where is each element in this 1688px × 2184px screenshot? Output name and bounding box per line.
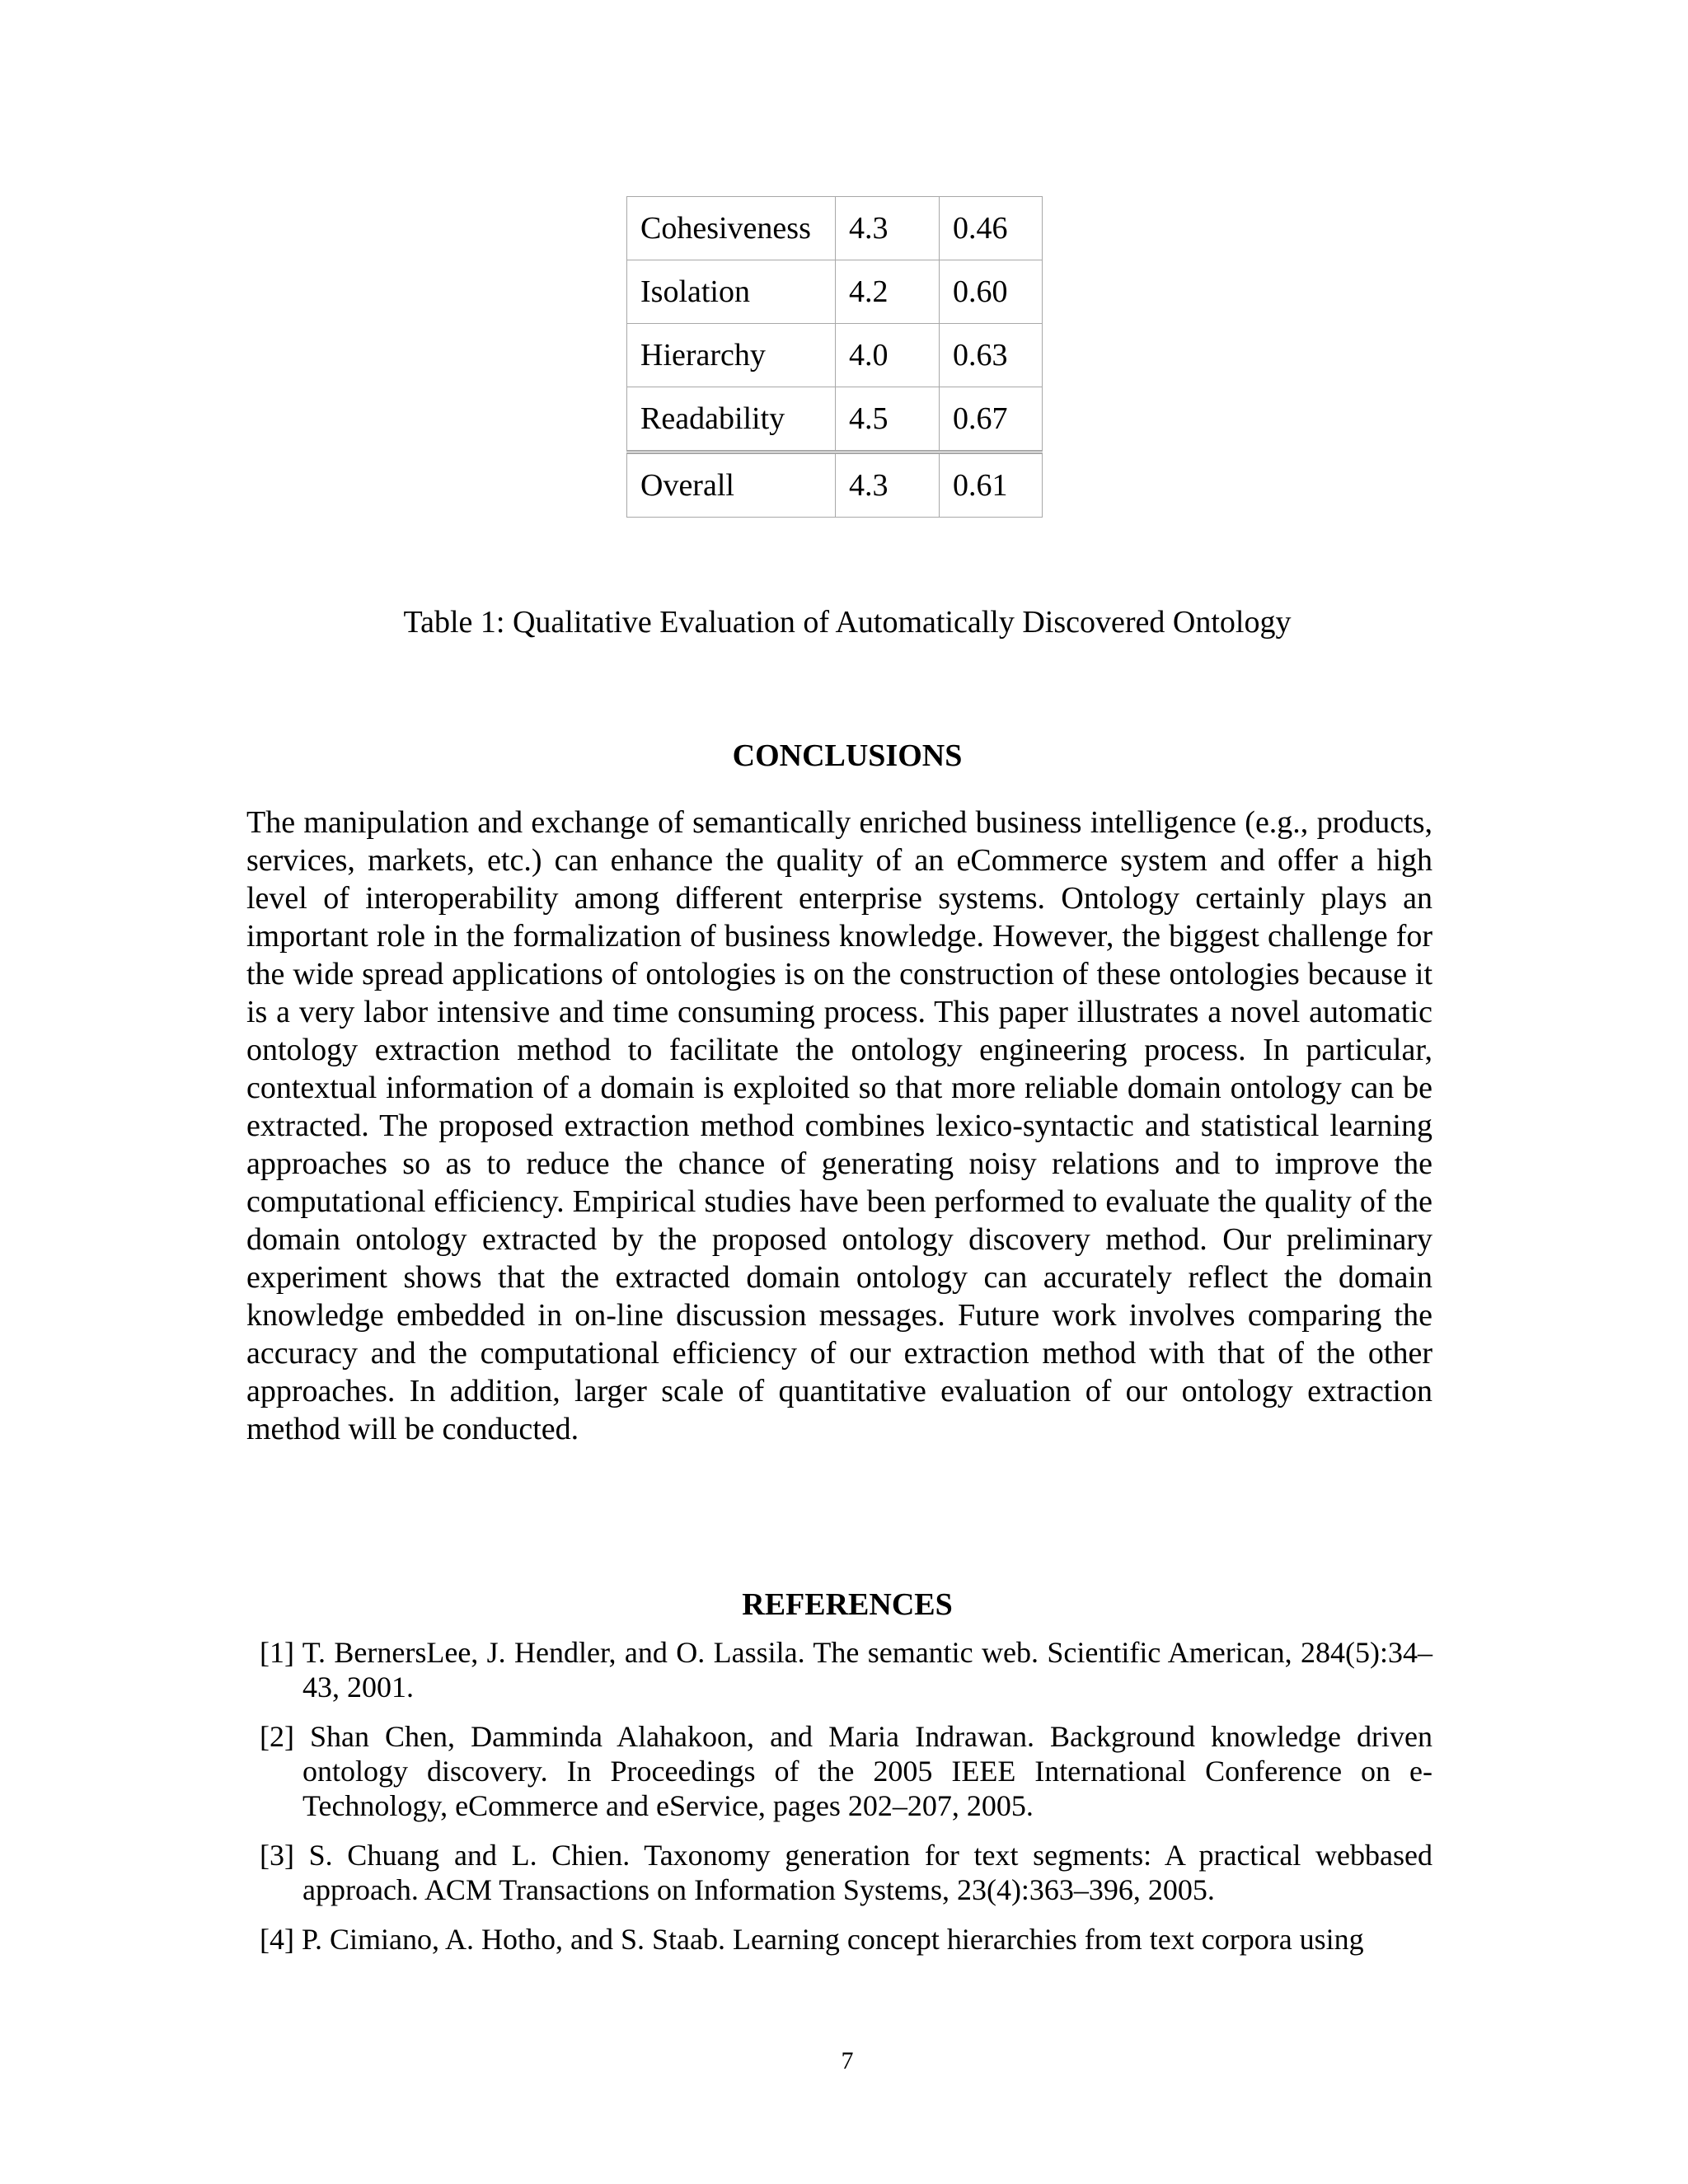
mean-cell: 4.3 [836,452,940,518]
criterion-cell: Isolation [627,260,836,324]
reference-item: [3] S. Chuang and L. Chien. Taxonomy generation for text segments: A practical webbased approach. ACM Transactions on Information Systems, 23(4):363–396, 2005. [260,1839,1432,1906]
mean-cell: 4.3 [836,197,940,260]
table-row [627,197,1043,260]
reference-item: [2] Shan Chen, Damminda Alahakoon, and Maria Indrawan. Background knowledge driven ontology discovery. In Proceedings of the 2005 IEEE International Conference on e-Technology, eCommerce and eService, pages 202–207, 2005. [260,1720,1432,1822]
table-overall-row [627,452,1043,518]
mean-cell: 4.5 [836,387,940,452]
sd-cell: 0.46 [940,197,1043,260]
references-heading: REFERENCES [742,1587,953,1622]
page-number: 7 [841,2047,854,2074]
table-row [627,387,1043,452]
reference-list [260,1635,1432,1971]
criterion-cell: Overall [627,452,836,518]
table-row [627,260,1043,324]
evaluation-table [626,196,1043,518]
sd-cell: 0.63 [940,324,1043,387]
conclusions-paragraph: The manipulation and exchange of semantically enriched business intelligence (e.g., products, services, markets, etc.) can enhance the quality of an eCommerce system and offer a high level of interoperability among different enterprise systems. Ontology certainly plays an important role in the formalization of business knowledge. However, the biggest challenge for the wide spread applications of ontologies is on the construction of these ontologies because it is a very labor intensive and time consuming process. This paper illustrates a novel automatic ontology extraction method to facilitate the ontology engineering process. In particular, contextual information of a domain is exploited so that more reliable domain ontology can be extracted. The proposed extraction method combines lexico-syntactic and statistical learning approaches so as to reduce the chance of generating noisy relations and to improve the computational efficiency. Empirical studies have been performed to evaluate the quality of the domain ontology extracted by the proposed ontology discovery method. Our preliminary experiment shows that the extracted domain ontology can accurately reflect the domain knowledge embedded in on-line discussion messages. Future work involves comparing the accuracy and the computational efficiency of our extraction method with that of the other approaches. In addition, larger scale of quantitative evaluation of our ontology extraction method will be conducted. [246,805,1432,1446]
table-caption: Table 1: Qualitative Evaluation of Automatically Discovered Ontology [403,605,1292,640]
criterion-cell: Cohesiveness [627,197,836,260]
reference-item: [4] P. Cimiano, A. Hotho, and S. Staab. Learning concept hierarchies from text corpora using [260,1923,1364,1956]
sd-cell: 0.67 [940,387,1043,452]
table-row [627,324,1043,387]
reference-item: [1] T. BernersLee, J. Hendler, and O. Lassila. The semantic web. Scientific American, 284(5):34–43, 2001. [260,1636,1432,1704]
sd-cell: 0.61 [940,452,1043,518]
criterion-cell: Hierarchy [627,324,836,387]
mean-cell: 4.0 [836,324,940,387]
mean-cell: 4.2 [836,260,940,324]
criterion-cell: Readability [627,387,836,452]
sd-cell: 0.60 [940,260,1043,324]
conclusions-heading: CONCLUSIONS [732,738,963,773]
